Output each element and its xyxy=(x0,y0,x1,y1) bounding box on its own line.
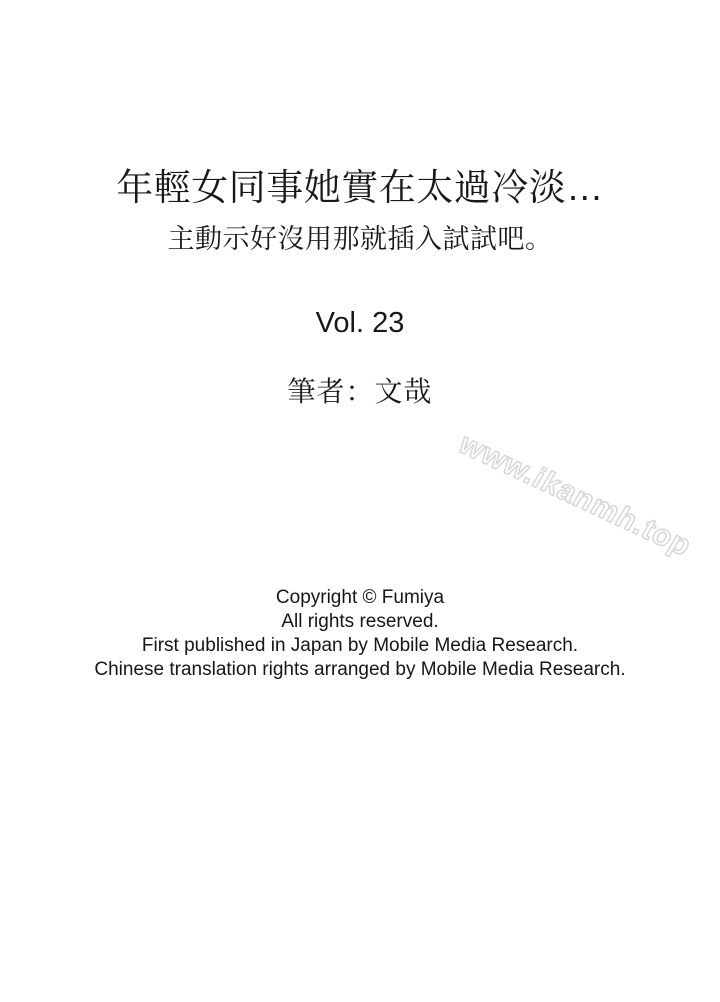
watermark-site-url: www.ikanmh.top xyxy=(452,428,698,563)
copyright-block xyxy=(0,586,720,682)
series-subtitle: 主動示好沒用那就插入試試吧。 xyxy=(167,224,553,254)
copyright-line-publisher: First published in Japan by Mobile Media Research. xyxy=(141,635,579,656)
series-title: 年輕女同事她實在太過冷淡… xyxy=(116,167,604,208)
copyright-line-rights: All rights reserved. xyxy=(281,611,439,632)
copyright-line-holder: Copyright © Fumiya xyxy=(275,587,445,608)
volume-label: Vol. 23 xyxy=(315,307,405,339)
copyright-line-translation: Chinese translation rights arranged by Mobile Media Research. xyxy=(94,659,626,680)
author-line: 筆者：文哉 xyxy=(287,376,433,407)
